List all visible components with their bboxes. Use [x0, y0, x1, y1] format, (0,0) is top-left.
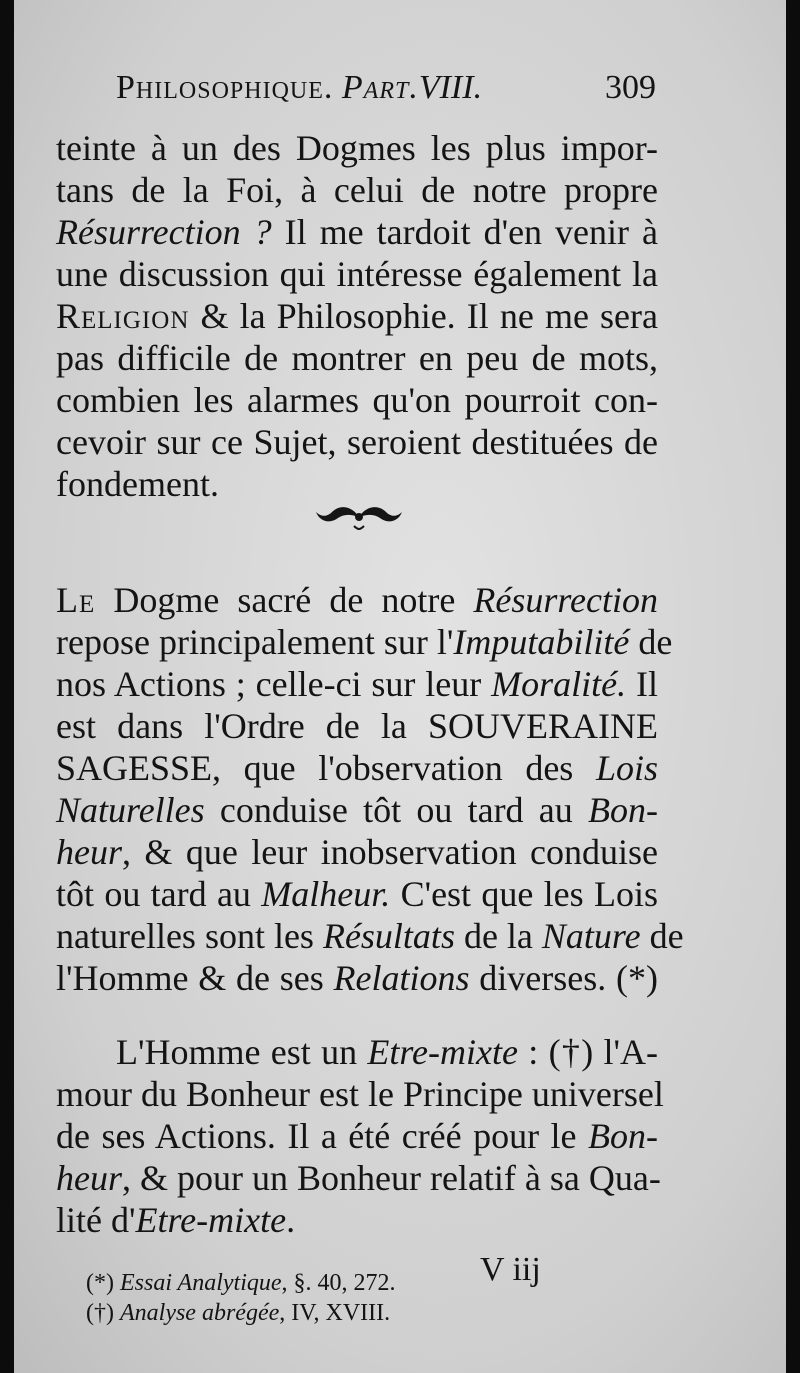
text-line: combien les alarmes qu'on pourroit con- [56, 380, 658, 420]
page-number: 309 [605, 69, 656, 106]
text-line: lité d'Etre-mixte. [56, 1200, 296, 1240]
text-line: l'Homme & de ses Relations diverses. (*) [56, 958, 658, 998]
footnote: (†) Analyse abrégée, IV, XVIII. [86, 1300, 391, 1326]
text-line: une discussion qui intéresse également la [56, 254, 658, 294]
text-line: cevoir sur ce Sujet, seroient destituées de [56, 422, 658, 462]
text-line: nos Actions ; celle-ci sur leur Moralité. Il [56, 664, 658, 704]
text-line: Résurrection ? Il me tardoit d'en venir à [56, 212, 659, 252]
text-line: naturelles sont les Résultats de la Nature de [56, 916, 684, 956]
text-line: est dans l'Ordre de la SOUVERAINE [56, 706, 658, 746]
text-line: teinte à un des Dogmes les plus impor- [56, 128, 658, 168]
part-number: VIII. [418, 69, 483, 106]
text-line: Le Dogme sacré de notre Résurrection [56, 580, 658, 620]
text-line: Naturelles conduise tôt ou tard au Bon- [56, 790, 658, 830]
text-line: L'Homme est un Etre-mixte : (†) l'A- [116, 1032, 658, 1072]
text-line: tans de la Foi, à celui de notre propre [56, 170, 658, 210]
text-line: tôt ou tard au Malheur. C'est que les Lois [56, 874, 658, 914]
signature-mark: V iij [480, 1251, 541, 1288]
running-header [116, 66, 656, 110]
text-line: heur, & que leur inobservation conduise [56, 832, 658, 872]
text-line: fondement. [56, 464, 219, 504]
footnote: (*) Essai Analytique, §. 40, 272. [86, 1270, 396, 1296]
running-title: Philosophique. [116, 69, 334, 106]
book-page [14, 0, 786, 1373]
text-line: pas difficile de montrer en peu de mots, [56, 338, 658, 378]
text-line: mour du Bonheur est le Principe universel [56, 1074, 664, 1114]
text-line: Religion & la Philosophie. Il ne me sera [56, 296, 658, 336]
part-label: Part. [341, 69, 419, 106]
text-line: heur, & pour un Bonheur relatif à sa Qua- [56, 1158, 661, 1198]
text-line: SAGESSE, que l'observation des Lois [56, 748, 658, 788]
text-line: repose principalement sur l'Imputabilité de [56, 622, 673, 662]
text-line: de ses Actions. Il a été créé pour le Bon- [56, 1116, 658, 1156]
decorative-fleuron-icon [314, 500, 404, 534]
